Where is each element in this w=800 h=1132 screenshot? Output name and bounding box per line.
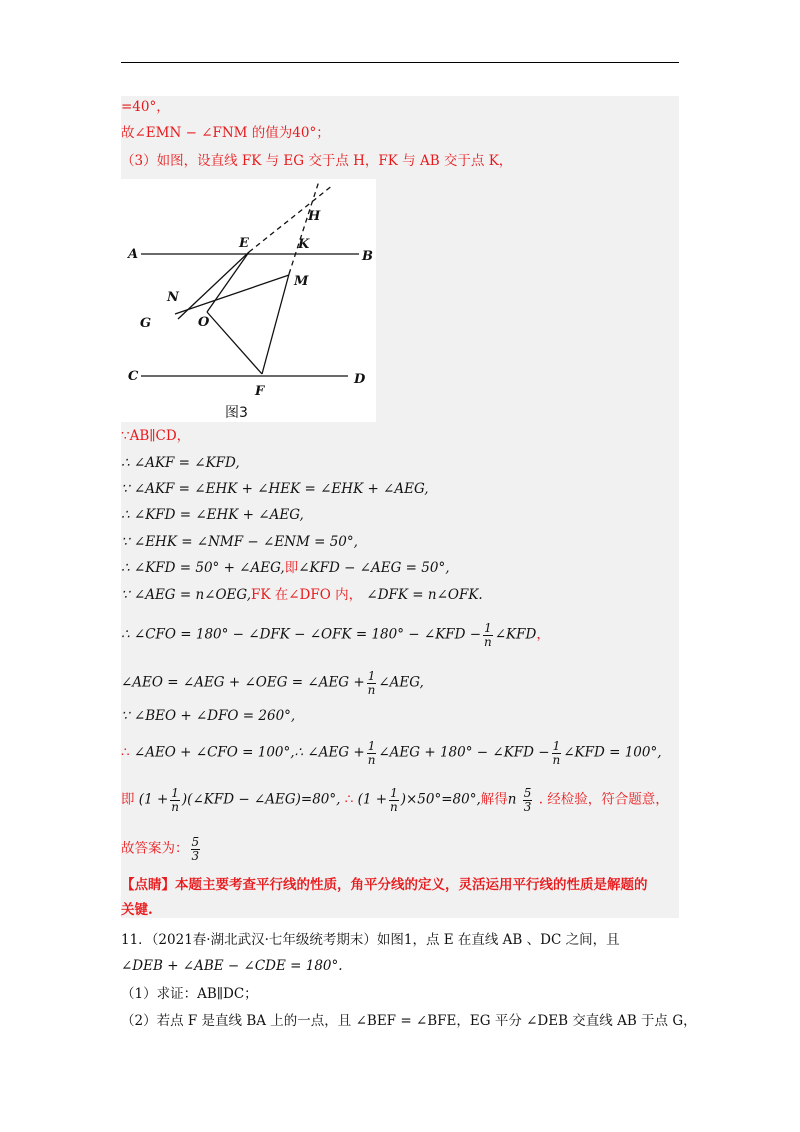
fraction-5-over-3: $\frac{5}{3}$ xyxy=(191,835,200,863)
label-f: F xyxy=(255,384,265,399)
line-step-8: ∠AEO = ∠AEG + ∠OEG = ∠AEG + $\frac{1}{n}$ ∠AEG, xyxy=(121,669,424,697)
line-step-9: ∵ ∠BEO + ∠DFO = 260°, xyxy=(121,708,296,724)
label-d: D xyxy=(354,372,366,387)
dashed-line-fk xyxy=(289,181,319,274)
label-e: E xyxy=(239,236,249,251)
line-part3-intro: （3）如图，设直线 FK 与 EG 交于点 H，FK 与 AB 交于点 K， xyxy=(121,153,513,169)
line-step-3: ∴ ∠KFD = ∠EHK + ∠AEG, xyxy=(121,507,304,523)
line-step-6: ∵ ∠AEG = n∠OEG,FK 在∠DFO 内， ∠DFK = n∠OFK. xyxy=(121,587,483,603)
line-answer: 故答案为： $\frac{5}{3}$ xyxy=(121,835,200,863)
line-parallel: ∵AB∥CD， xyxy=(121,428,191,444)
line-result: =40°， xyxy=(121,99,170,115)
line-step-1: ∴ ∠AKF = ∠KFD, xyxy=(121,455,240,471)
label-n: N xyxy=(167,290,179,305)
label-m: M xyxy=(294,274,309,289)
question-11-part2: （2）若点 F 是直线 BA 上的一点，且 ∠BEF = ∠BFE，EG 平分 ∠DEB 交直线 AB 于点 G， xyxy=(121,1013,697,1029)
line-step-10: ∴ ∠AEO + ∠CFO = 100°,∴ ∠AEG + $\frac{1}{n}$ ∠AEG + 180° − ∠KFD − $\frac{1}{n}$ ∠KFD = 100°, xyxy=(121,739,662,767)
fraction-1-over-n: $\frac{1}{n}$ xyxy=(552,739,561,767)
label-g: G xyxy=(140,316,152,331)
fraction-5-over-3: $\frac{5}{3}$ xyxy=(523,786,532,814)
segment-g-m xyxy=(175,275,289,314)
figure-3-diagram xyxy=(121,179,376,422)
geometry-figure xyxy=(121,179,376,422)
fraction-1-over-n: $\frac{1}{n}$ xyxy=(171,786,179,814)
line-step-5: ∴ ∠KFD = 50° + ∠AEG,即∠KFD − ∠AEG = 50°, xyxy=(121,560,450,576)
fraction-1-over-n: $\frac{1}{n}$ xyxy=(484,621,492,649)
fraction-1-over-n: $\frac{1}{n}$ xyxy=(367,669,376,697)
line-step-11: 即 (1 + $\frac{1}{n}$ )(∠KFD − ∠AEG)=80°, ∴ (1 + $\frac{1}{n}$ )×50°=80°,解得n $\frac{5}{3}$ . 经检验，符合题意， xyxy=(121,786,669,814)
label-a: A xyxy=(128,247,139,262)
fraction-1-over-n: $\frac{1}{n}$ xyxy=(367,739,376,767)
question-11-part1: （1）求证：AB∥DC； xyxy=(121,986,258,1002)
segment-e-o xyxy=(207,252,249,312)
fraction-1-over-n: $\frac{1}{n}$ xyxy=(390,786,398,814)
label-k: K xyxy=(298,237,310,252)
label-h: H xyxy=(308,209,321,224)
line-comment-cont: 关键. xyxy=(121,902,153,918)
dashed-line-eg xyxy=(249,185,333,252)
line-step-2: ∵ ∠AKF = ∠EHK + ∠HEK = ∠EHK + ∠AEG, xyxy=(121,481,429,497)
segment-f-m xyxy=(262,274,289,374)
figure-caption: 图3 xyxy=(225,405,248,421)
label-o: O xyxy=(198,315,210,330)
label-c: C xyxy=(128,369,139,384)
line-step-4: ∵ ∠EHK = ∠NMF − ∠ENM = 50°, xyxy=(121,534,358,550)
label-b: B xyxy=(362,249,373,264)
question-11-condition: ∠DEB + ∠ABE − ∠CDE = 180°. xyxy=(121,958,343,974)
line-conclusion: 故∠EMN − ∠FNM 的值为40°； xyxy=(121,125,330,141)
line-step-7: ∴ ∠CFO = 180° − ∠DFK − ∠OFK = 180° − ∠KFD − $\frac{1}{n}$ ∠KFD， xyxy=(121,621,550,649)
header-rule xyxy=(121,62,679,63)
question-11-title: 11．（2021春·湖北武汉·七年级统考期末）如图1，点 E 在直线 AB 、DC 之间，且 xyxy=(121,932,620,948)
segment-o-f xyxy=(207,312,262,374)
line-comment: 【点睛】本题主要考查平行线的性质，角平分线的定义，灵活运用平行线的性质是解题的 xyxy=(121,877,648,893)
